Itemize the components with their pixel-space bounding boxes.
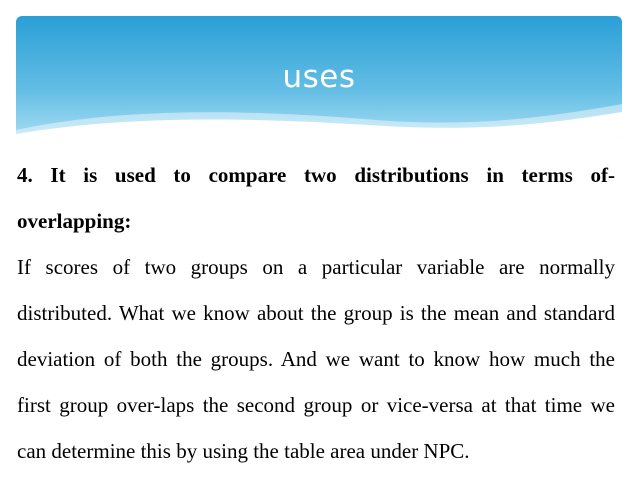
body-line-1: 4. It is used to compare two distributions in terms of-	[17, 163, 615, 187]
slide-title: uses	[282, 59, 356, 95]
slide-body	[17, 160, 615, 482]
body-line-3: If scores of two groups on a particular variable are normally	[17, 255, 615, 279]
title-banner	[16, 16, 622, 138]
body-line-6: first group over-laps the second group or vice-versa at that time we	[17, 393, 615, 417]
body-line-7: can determine this by using the table area under NPC.	[17, 439, 470, 463]
body-line-5: deviation of both the groups. And we want to know how much the	[17, 347, 615, 371]
body-line-2: overlapping:	[17, 209, 132, 233]
body-line-4: distributed. What we know about the group is the mean and standard	[17, 301, 615, 325]
